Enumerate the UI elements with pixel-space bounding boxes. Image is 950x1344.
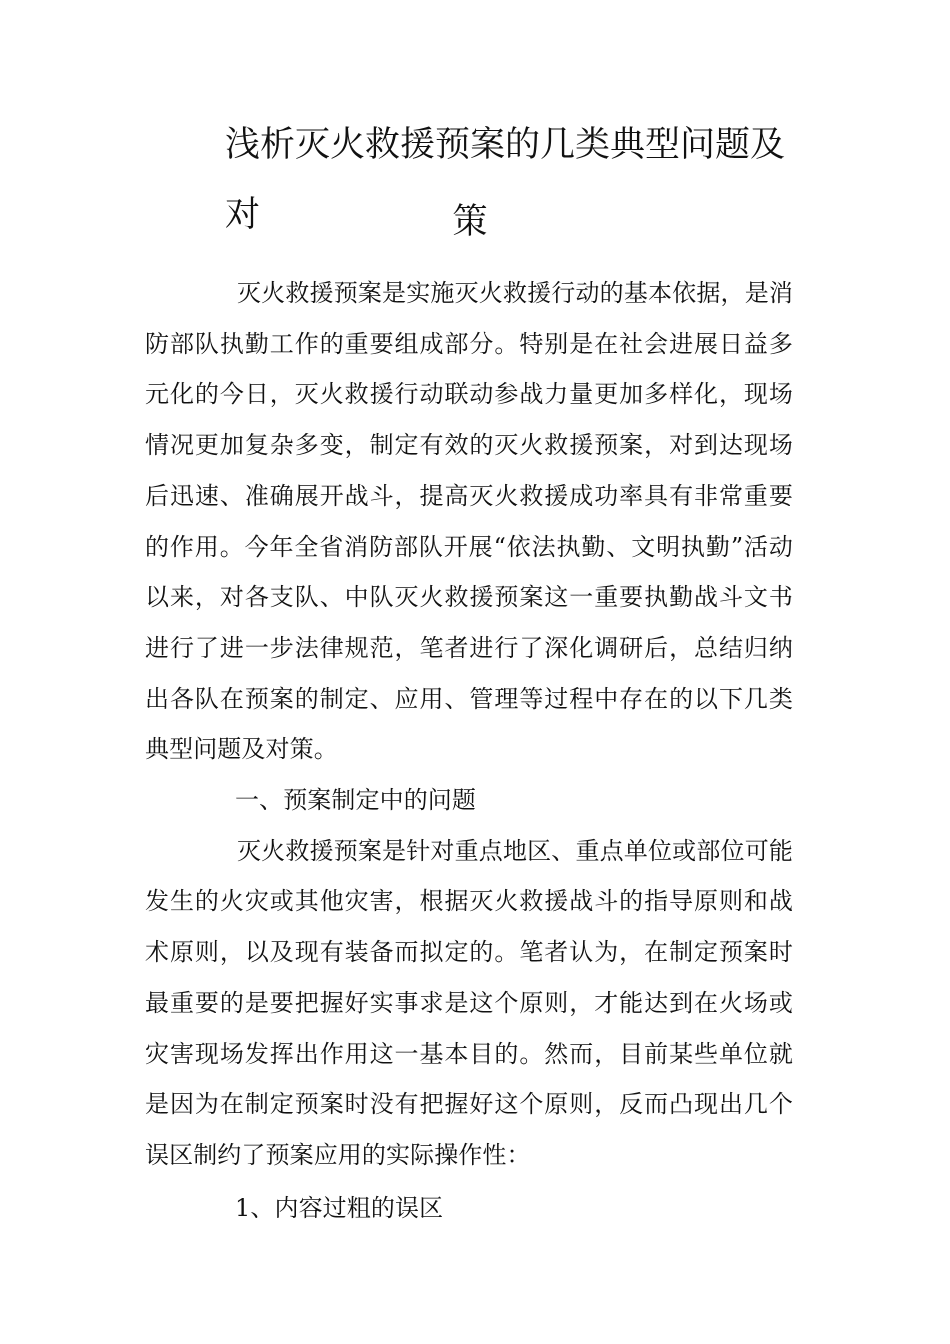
document-title-line-2: 策	[452, 202, 488, 242]
document-body	[145, 268, 793, 1233]
document-title-line-1: 浅析灭火救援预案的几类典型问题及对	[225, 125, 786, 235]
paragraph-intro: 灭火救援预案是实施灭火救援行动的基本依据，是消防部队执勤工作的重要组成部分。特别是在社会进展日益多元化的今日，灭火救援行动联动参战力量更加多样化，现场情况更加复杂多变，制定有效的灭火救援预案，对到达现场后迅速、准确展开战斗，提高灭火救援成功率具有非常重要的作用。今年全省消防部队开展“依法执勤、文明执勤”活动以来，对各支队、中队灭火救援预案这一重要执勤战斗文书进行了进一步法律规范，笔者进行了深化调研后，总结归纳出各队在预案的制定、应用、管理等过程中存在的以下几类典型问题及对策。	[145, 279, 793, 764]
subsection-heading-1: 1、内容过粗的误区	[235, 1193, 444, 1222]
section-heading-1: 一、预案制定中的问题	[235, 786, 476, 815]
paragraph-section-1: 灭火救援预案是针对重点地区、重点单位或部位可能发生的火灾或其他灾害，根据灭火救援战斗的指导原则和战术原则，以及现有装备而拟定的。笔者认为，在制定预案时最重要的是要把握好实事求是这个原则，才能达到在火场或灾害现场发挥出作用这一基本目的。然而，目前某些单位就是因为在制定预案时没有把握好这个原则，反而凸现出几个误区制约了预案应用的实际操作性：	[145, 836, 793, 1169]
